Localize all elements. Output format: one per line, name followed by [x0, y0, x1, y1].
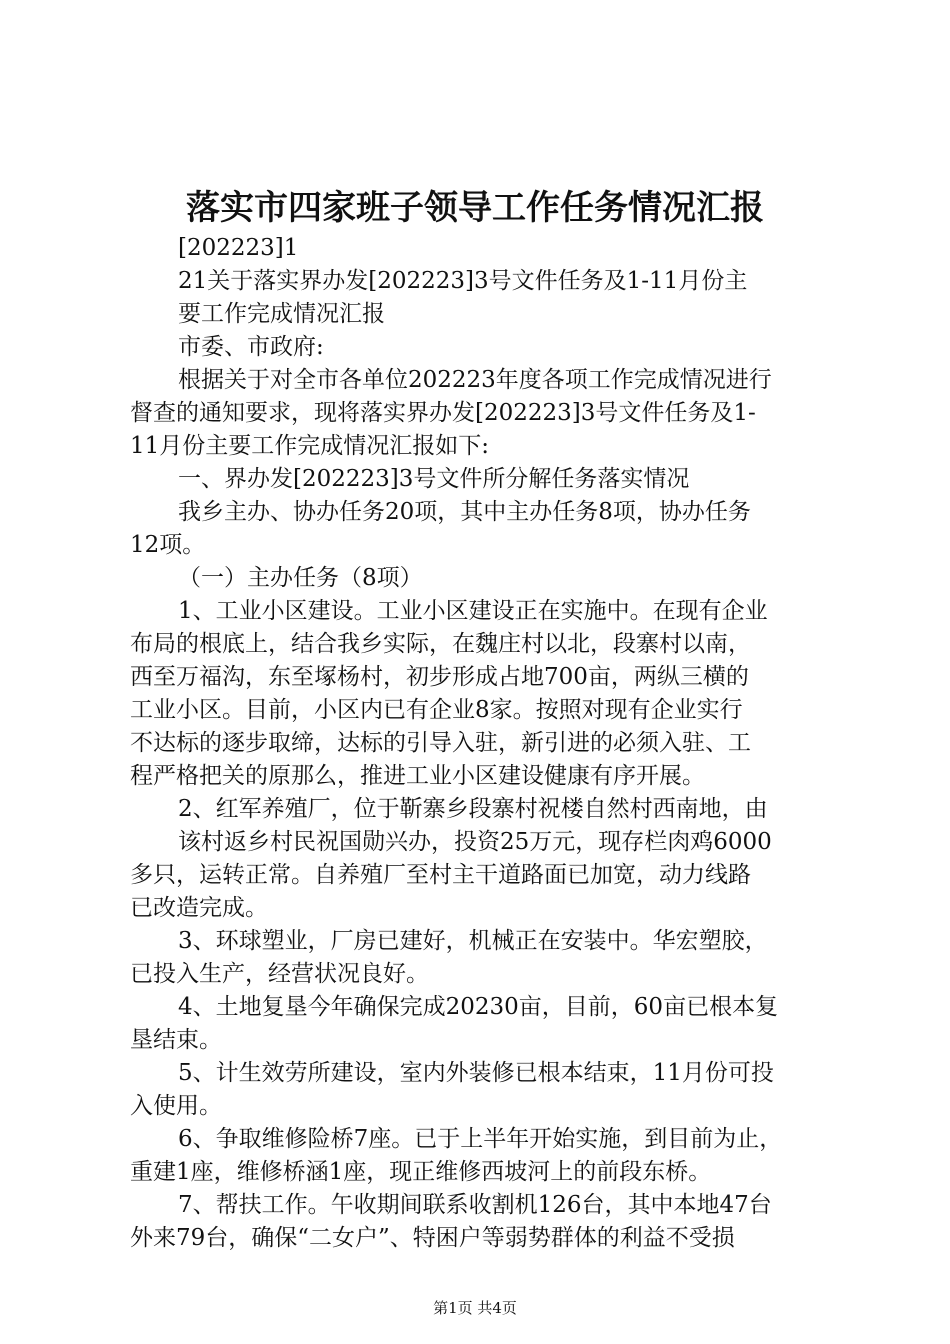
text-line: 多只，运转正常。自养殖厂至村主干道路面已加宽，动力线路 — [130, 862, 751, 888]
text-line: 3、环球塑业，厂房已建好，机械正在安装中。华宏塑胶， — [178, 928, 768, 954]
text-line: 市委、市政府: — [178, 334, 324, 360]
text-line: 7、帮扶工作。午收期间联系收割机126台，其中本地47台 — [178, 1192, 772, 1218]
text-line: 不达标的逐步取缔，达标的引导入驻，新引进的必须入驻、工 — [130, 730, 751, 756]
text-line: [202223]1 — [178, 235, 299, 261]
section-heading: 一、界办发[202223]3号文件所分解任务落实情况 — [178, 466, 690, 492]
text-line: 要工作完成情况汇报 — [178, 301, 385, 327]
text-line: 12项。 — [130, 532, 206, 558]
text-line: 外来79台，确保“二女户”、特困户等弱势群体的利益不受损 — [130, 1225, 735, 1251]
text-line: 垦结束。 — [130, 1027, 222, 1053]
text-line: 工业小区。目前，小区内已有企业8家。按照对现有企业实行 — [130, 697, 743, 723]
text-line: 已投入生产，经营状况良好。 — [130, 961, 429, 987]
text-line: 5、计生效劳所建设，室内外装修已根本结束，11月份可投 — [178, 1060, 774, 1086]
text-line: 根据关于对全市各单位202223年度各项工作完成情况进行 — [178, 367, 772, 393]
text-line: 6、争取维修险桥7座。已于上半年开始实施，到目前为止， — [178, 1126, 783, 1152]
text-line: 布局的根底上，结合我乡实际，在魏庄村以北，段寨村以南， — [130, 631, 751, 657]
text-line: 1、工业小区建设。工业小区建设正在实施中。在现有企业 — [178, 598, 768, 624]
text-line: 2、红军养殖厂，位于靳寨乡段寨村祝楼自然村西南地，由 — [178, 796, 768, 822]
text-line: 督查的通知要求，现将落实界办发[202223]3号文件任务及1- — [130, 400, 756, 426]
document-title: 落实市四家班子领导工作任务情况汇报 — [186, 188, 764, 228]
subsection-heading: （一）主办任务（8项） — [178, 565, 423, 591]
text-line: 已改造完成。 — [130, 895, 268, 921]
page-footer: 第1页 共4页 — [433, 1299, 517, 1317]
text-line: 西至万福沟，东至塚杨村，初步形成占地700亩，两纵三横的 — [130, 664, 749, 690]
text-line: 我乡主办、协办任务20项，其中主办任务8项，协办任务 — [178, 499, 751, 525]
text-line: 4、土地复垦今年确保完成20230亩，目前，60亩已根本复 — [178, 994, 779, 1020]
text-line: 21关于落实界办发[202223]3号文件任务及1-11月份主 — [178, 268, 748, 294]
text-line: 该村返乡村民祝国勋兴办，投资25万元，现存栏肉鸡6000 — [178, 829, 772, 855]
text-line: 重建1座，维修桥涵1座，现正维修西坡河上的前段东桥。 — [130, 1159, 712, 1185]
text-line: 11月份主要工作完成情况汇报如下: — [130, 433, 490, 459]
text-line: 程严格把关的原那么，推进工业小区建设健康有序开展。 — [130, 763, 705, 789]
text-line: 入使用。 — [130, 1093, 222, 1119]
